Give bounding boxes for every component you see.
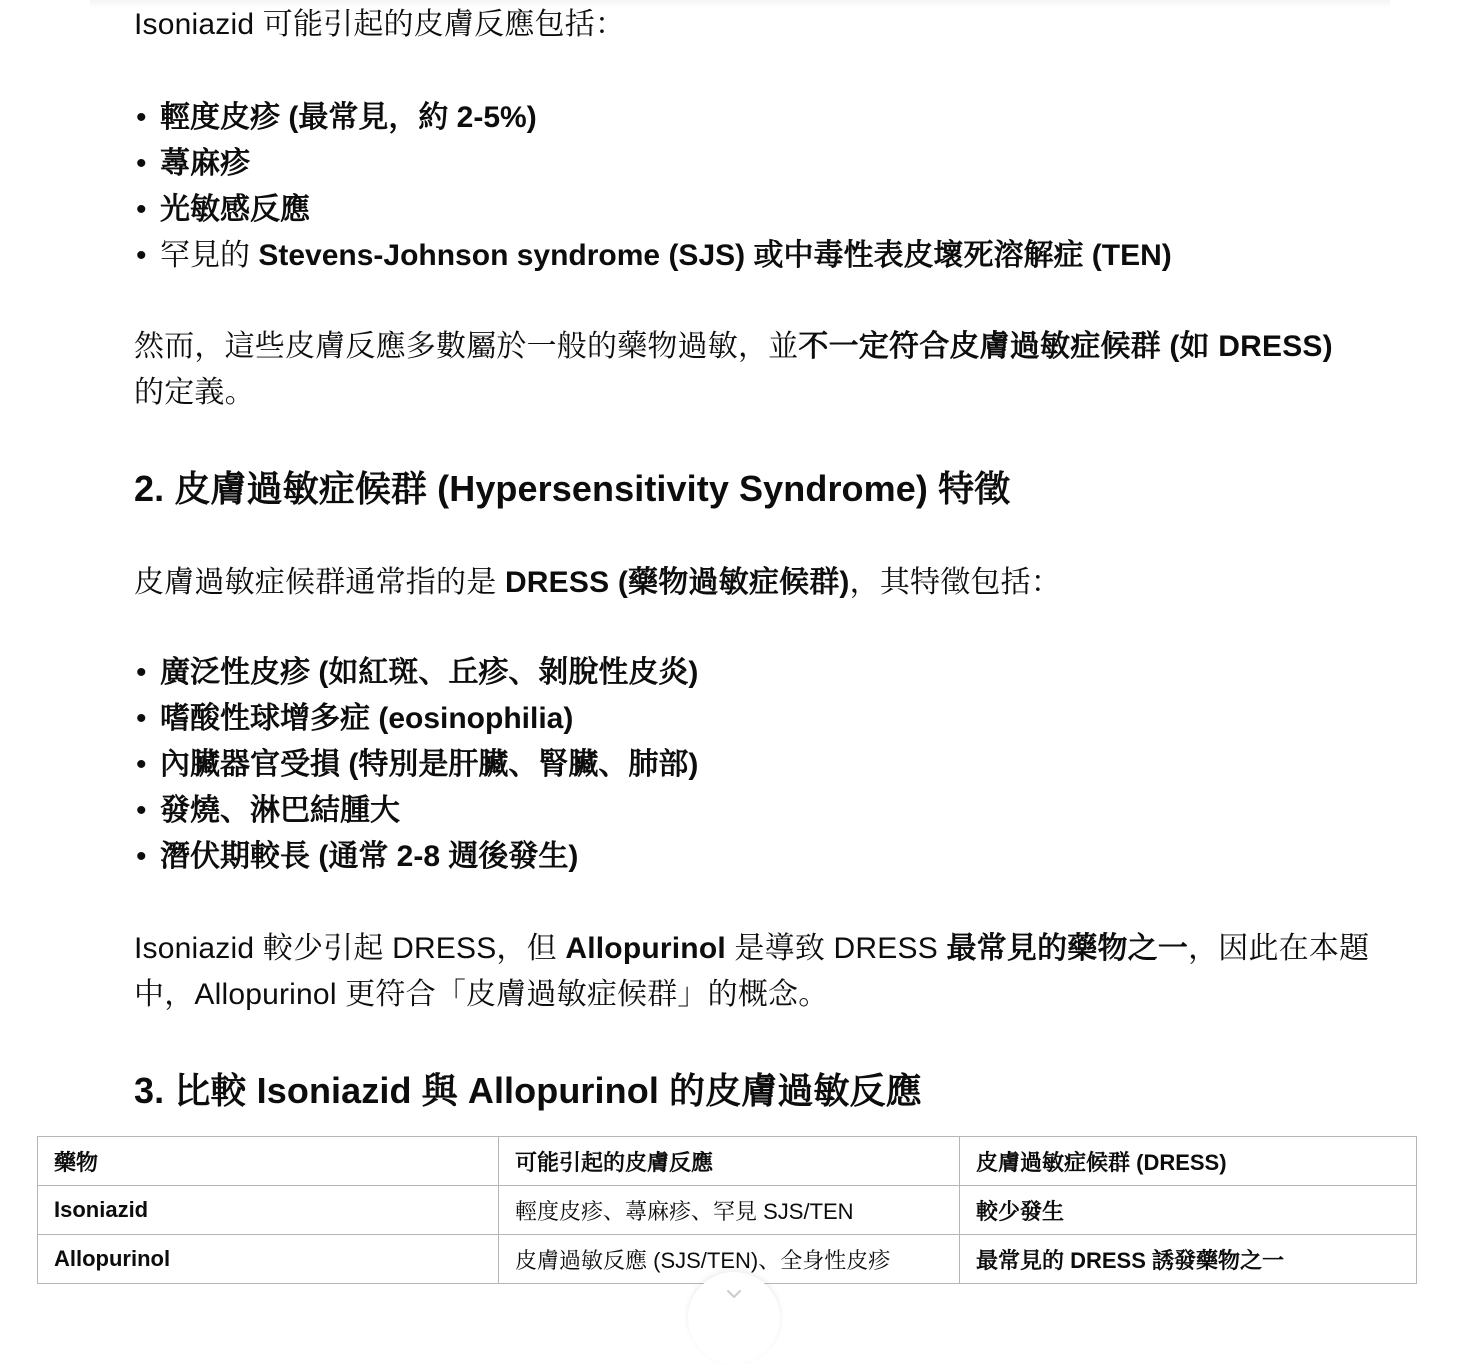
list-item: • 蕁麻疹 bbox=[134, 141, 1424, 187]
bullet-icon: • bbox=[136, 239, 147, 272]
list-item: • 罕見的 Stevens-Johnson syndrome (SJS) 或中毒性表皮壞死溶解症 (TEN) bbox=[134, 233, 1424, 279]
bullet-icon: • bbox=[136, 193, 147, 226]
bullet-icon: • bbox=[136, 840, 147, 873]
bullet-icon: • bbox=[136, 794, 147, 827]
column-header-reactions: 可能引起的皮膚反應 bbox=[499, 1137, 960, 1186]
list-item: • 廣泛性皮疹 (如紅斑、丘疹、剝脫性皮炎) bbox=[134, 650, 1424, 696]
cell-reactions: 皮膚過敏反應 (SJS/TEN)、全身性皮疹 bbox=[499, 1235, 960, 1284]
list-item: • 嗜酸性球增多症 (eosinophilia) bbox=[134, 696, 1424, 742]
drug-allergy-note: 然而，這些皮膚反應多數屬於一般的藥物過敏，並不一定符合皮膚過敏症候群 (如 DRESS) 的定義。 bbox=[134, 330, 1333, 409]
isoniazid-intro: Isoniazid 可能引起的皮膚反應包括： bbox=[134, 8, 626, 41]
scroll-to-bottom-button[interactable] bbox=[688, 1272, 780, 1364]
cell-dress: 最常見的 DRESS 誘發藥物之一 bbox=[960, 1235, 1417, 1284]
cell-drug: Allopurinol bbox=[38, 1235, 499, 1284]
list-item: • 光敏感反應 bbox=[134, 187, 1424, 233]
cell-reactions: 輕度皮疹、蕁麻疹、罕見 SJS/TEN bbox=[499, 1186, 960, 1235]
bullet-icon: • bbox=[136, 147, 147, 180]
allopurinol-conclusion: Isoniazid 較少引起 DRESS，但 Allopurinol 是導致 DRESS 最常見的藥物之一，因此在本題中，Allopurinol 更符合「皮膚過敏症候群」的概念。 bbox=[134, 932, 1370, 1011]
list-item: • 輕度皮疹 (最常見，約 2-5%) bbox=[134, 95, 1424, 141]
dress-intro: 皮膚過敏症候群通常指的是 DRESS (藥物過敏症候群)，其特徵包括： bbox=[134, 566, 1062, 599]
bullet-icon: • bbox=[136, 702, 147, 735]
list-item: • 內臟器官受損 (特別是肝臟、腎臟、肺部) bbox=[134, 742, 1424, 788]
bullet-icon: • bbox=[136, 748, 147, 781]
section-heading-3: 3. 比較 Isoniazid 與 Allopurinol 的皮膚過敏反應 bbox=[134, 1070, 922, 1111]
column-header-dress: 皮膚過敏症候群 (DRESS) bbox=[960, 1137, 1417, 1186]
list-item: • 潛伏期較長 (通常 2-8 週後發生) bbox=[134, 834, 1424, 880]
cell-dress: 較少發生 bbox=[960, 1186, 1417, 1235]
isoniazid-reaction-list bbox=[134, 95, 1424, 279]
column-header-drug: 藥物 bbox=[38, 1137, 499, 1186]
table-header-row bbox=[38, 1137, 1417, 1186]
list-item: • 發燒、淋巴結腫大 bbox=[134, 788, 1424, 834]
chevron-down-icon bbox=[722, 1282, 746, 1306]
bullet-icon: • bbox=[136, 101, 147, 134]
cell-drug: Isoniazid bbox=[38, 1186, 499, 1235]
bullet-icon: • bbox=[136, 656, 147, 689]
table-row bbox=[38, 1186, 1417, 1235]
dress-feature-list bbox=[134, 650, 1424, 880]
comparison-table bbox=[37, 1136, 1417, 1284]
section-heading-2: 2. 皮膚過敏症候群 (Hypersensitivity Syndrome) 特徵 bbox=[134, 468, 1011, 509]
